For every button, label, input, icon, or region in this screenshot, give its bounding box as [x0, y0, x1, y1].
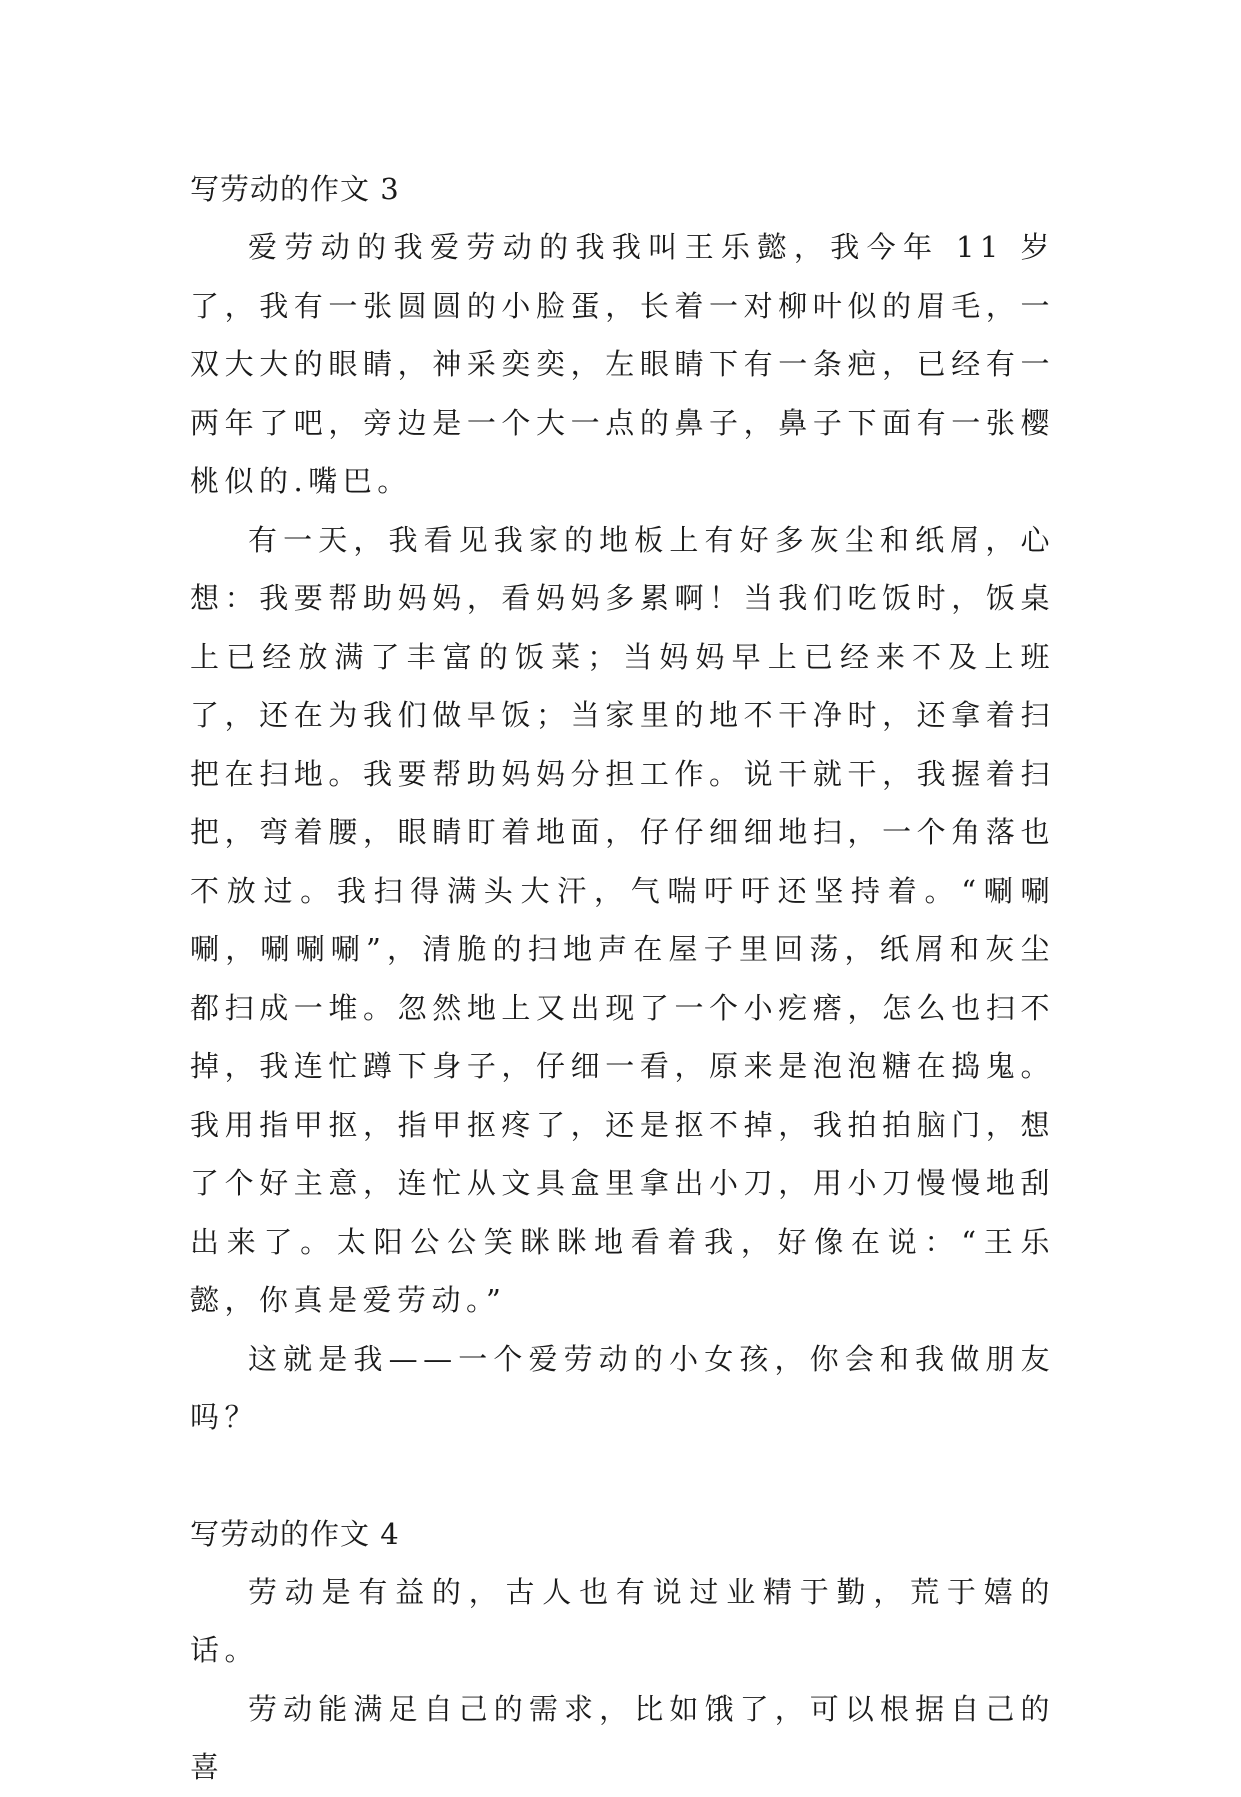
paragraph: 劳动是有益的，古人也有说过业精于勤，荒于嬉的话。: [190, 1574, 1055, 1667]
essay-section-3: [190, 160, 1055, 1447]
section-title: 写劳动的作文 4: [190, 1516, 400, 1551]
paragraph: 爱劳动的我爱劳动的我我叫王乐懿，我今年 11 岁了，我有一张圆圆的小脸蛋，长着一对柳叶似的眉毛，一双大大的眼睛，神采奕奕，左眼睛下有一条疤，已经有一两年了吧，旁边是一个大一点的鼻子，鼻子下面有一张樱桃似的.嘴巴。: [190, 230, 1055, 498]
section-spacer: [190, 1447, 1055, 1505]
section-title: 写劳动的作文 3: [190, 172, 400, 206]
essay-section-4: [190, 1505, 1055, 1797]
paragraph: 有一天，我看见我家的地板上有好多灰尘和纸屑，心想：我要帮助妈妈，看妈妈多累啊！当我们吃饭时，饭桌上已经放满了丰富的饭菜；当妈妈早上已经来不及上班了，还在为我们做早饭；当家里的地不干净时，还拿着扫把在扫地。我要帮助妈妈分担工作。说干就干，我握着扫把，弯着腰，眼睛盯着地面，仔仔细细地扫，一个角落也不放过。我扫得满头大汗，气喘吁吁还坚持着。“唰唰唰，唰唰唰”，清脆的扫地声在屋子里回荡，纸屑和灰尘都扫成一堆。忽然地上又出现了一个小疙瘩，怎么也扫不掉，我连忙蹲下身子，仔细一看，原来是泡泡糖在捣鬼。我用指甲抠，指甲抠疼了，还是抠不掉，我拍拍脑门，想了个好主意，连忙从文具盒里拿出小刀，用小刀慢慢地刮出来了。太阳公公笑眯眯地看着我，好像在说：“王乐懿，你真是爱劳动。”: [190, 522, 1055, 1317]
paragraph: 这就是我——一个爱劳动的小女孩，你会和我做朋友吗？: [190, 1341, 1055, 1434]
document-body: [190, 160, 1055, 1797]
paragraph: 劳动能满足自己的需求，比如饿了，可以根据自己的喜: [190, 1691, 1055, 1784]
